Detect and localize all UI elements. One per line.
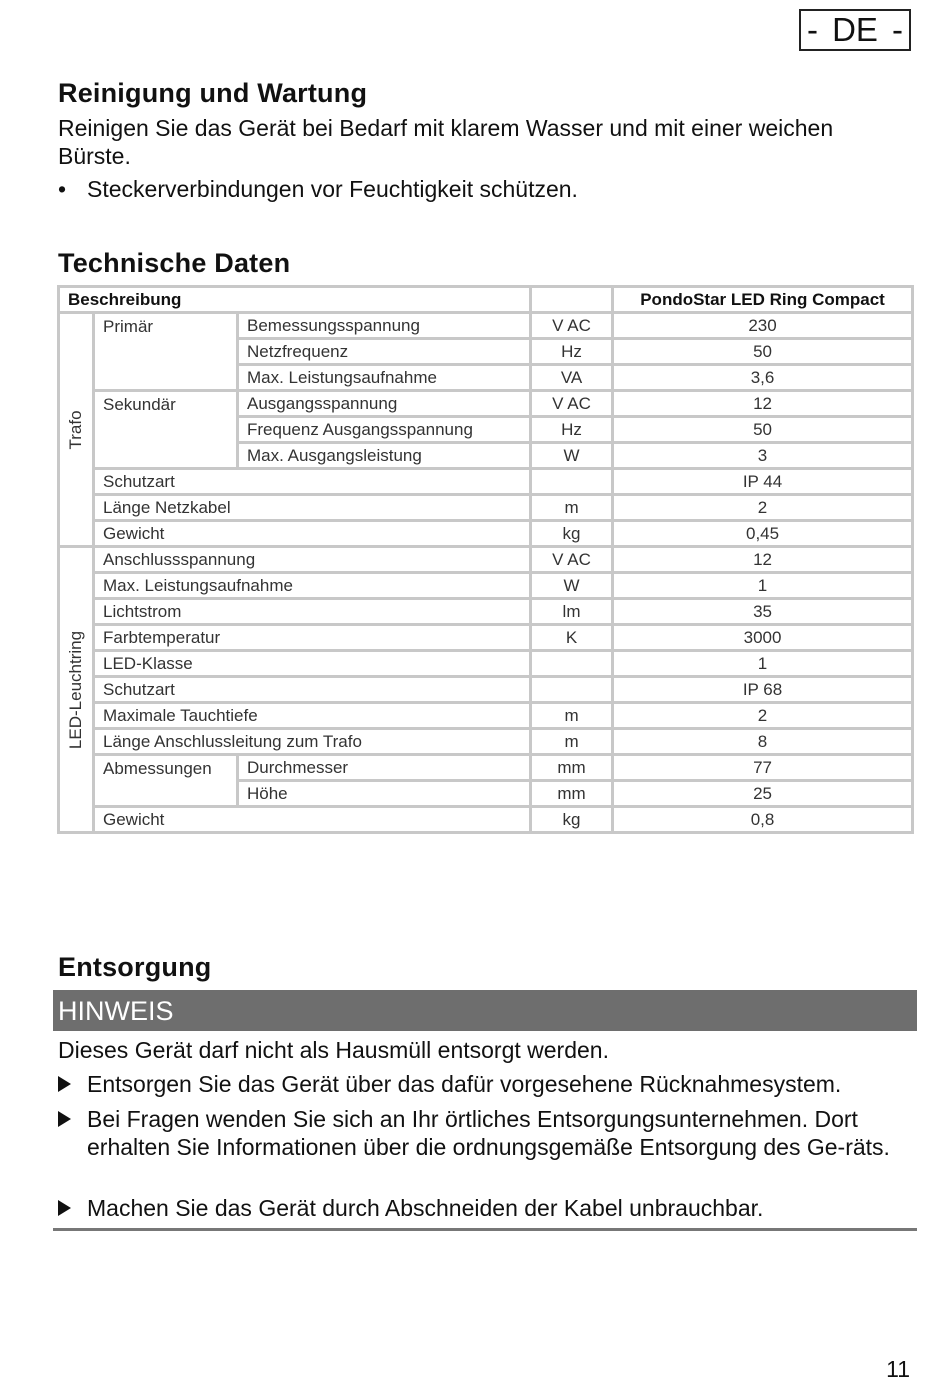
row-value: 12 (613, 547, 913, 573)
table-row (59, 755, 913, 781)
row-name: Farbtemperatur (94, 625, 531, 651)
section-divider (53, 1228, 917, 1231)
row-value: 0,45 (613, 521, 913, 547)
page-number: 11 (886, 1356, 910, 1382)
group-label-trafo (59, 313, 94, 547)
row-name: Frequenz Ausgangsspannung (238, 417, 531, 443)
row-value: 77 (613, 755, 913, 781)
row-name: Lichtstrom (94, 599, 531, 625)
table-row (59, 599, 913, 625)
row-value: 8 (613, 729, 913, 755)
disposal-step-text: Bei Fragen wenden Sie sich an Ihr örtliches Entsorgungsunternehmen. Dort erhalten Sie Informationen über die ordnungsgemäße Entsorgung des Ge-räts. (87, 1106, 890, 1160)
table-row (59, 521, 913, 547)
row-name: Schutzart (94, 677, 531, 703)
row-unit (531, 651, 613, 677)
row-value: 25 (613, 781, 913, 807)
row-unit: V AC (531, 313, 613, 339)
row-value: 0,8 (613, 807, 913, 833)
row-name: Bemessungsspannung (238, 313, 531, 339)
row-unit: m (531, 729, 613, 755)
table-row (59, 573, 913, 599)
disposal-step-text: Entsorgen Sie das Gerät über das dafür vorgesehene Rücknahmesystem. (87, 1071, 842, 1097)
disposal-text: Dieses Gerät darf nicht als Hausmüll entsorgt werden. (58, 1037, 609, 1063)
header-description: Beschreibung (59, 287, 531, 313)
tech-title: Technische Daten (58, 248, 291, 278)
row-name: LED-Klasse (94, 651, 531, 677)
table-row (59, 677, 913, 703)
row-unit: Hz (531, 417, 613, 443)
badge-dash-right: - (892, 11, 903, 48)
row-unit: V AC (531, 547, 613, 573)
table-header-row (59, 287, 913, 313)
arrow-right-icon (58, 1070, 71, 1098)
row-unit: kg (531, 521, 613, 547)
table-row (59, 651, 913, 677)
tech-data-table (57, 285, 914, 834)
badge-dash-left: - (807, 11, 818, 48)
row-name: Höhe (238, 781, 531, 807)
row-value: 230 (613, 313, 913, 339)
row-name: Gewicht (94, 521, 531, 547)
bullet-dot-icon: • (58, 176, 67, 202)
row-name: Max. Leistungsaufnahme (238, 365, 531, 391)
row-name: Ausgangsspannung (238, 391, 531, 417)
subgroup-primary: Primär (94, 313, 238, 391)
cleaning-title: Reinigung und Wartung (58, 78, 368, 108)
row-value: 12 (613, 391, 913, 417)
disposal-step-text: Machen Sie das Gerät durch Abschneiden der Kabel unbrauchbar. (87, 1195, 764, 1221)
row-unit: lm (531, 599, 613, 625)
cleaning-bullet-text: Steckerverbindungen vor Feuchtigkeit schützen. (87, 176, 578, 202)
row-value: 50 (613, 417, 913, 443)
row-name: Maximale Tauchtiefe (94, 703, 531, 729)
row-unit: V AC (531, 391, 613, 417)
row-unit: mm (531, 755, 613, 781)
row-value: 50 (613, 339, 913, 365)
row-value: 3000 (613, 625, 913, 651)
header-model: PondoStar LED Ring Compact (613, 287, 913, 313)
table-row (59, 729, 913, 755)
row-value: 2 (613, 703, 913, 729)
table-row (59, 625, 913, 651)
arrow-right-icon (58, 1105, 71, 1133)
group-label-trafo-text: Trafo (66, 409, 85, 450)
row-value: 1 (613, 573, 913, 599)
group-label-led-text: LED-Leuchtring (66, 630, 85, 749)
table-row (59, 807, 913, 833)
row-name: Gewicht (94, 807, 531, 833)
row-name: Länge Netzkabel (94, 495, 531, 521)
subgroup-dimensions: Abmessungen (94, 755, 238, 807)
row-name: Anschlussspannung (94, 547, 531, 573)
row-name: Schutzart (94, 469, 531, 495)
row-unit: Hz (531, 339, 613, 365)
row-name: Länge Anschlussleitung zum Trafo (94, 729, 531, 755)
row-unit (531, 469, 613, 495)
table-row (59, 703, 913, 729)
row-unit: K (531, 625, 613, 651)
row-value: 2 (613, 495, 913, 521)
row-unit: m (531, 495, 613, 521)
disposal-title: Entsorgung (58, 952, 212, 982)
table-row (59, 391, 913, 417)
row-name: Netzfrequenz (238, 339, 531, 365)
badge-language-code: DE (832, 11, 878, 48)
table-row (59, 313, 913, 339)
row-value: IP 44 (613, 469, 913, 495)
row-value: 3 (613, 443, 913, 469)
row-value: 35 (613, 599, 913, 625)
row-unit: VA (531, 365, 613, 391)
table-row (59, 495, 913, 521)
row-unit (531, 677, 613, 703)
row-value: IP 68 (613, 677, 913, 703)
table-row (59, 547, 913, 573)
group-label-led (59, 547, 94, 833)
row-unit: W (531, 573, 613, 599)
row-name: Max. Leistungsaufnahme (94, 573, 531, 599)
arrow-right-icon (58, 1194, 71, 1222)
row-unit: kg (531, 807, 613, 833)
row-unit: m (531, 703, 613, 729)
row-value: 1 (613, 651, 913, 677)
header-unit (531, 287, 613, 313)
row-unit: W (531, 443, 613, 469)
table-row (59, 469, 913, 495)
cleaning-text: Reinigen Sie das Gerät bei Bedarf mit klarem Wasser und mit einer weichen Bürste. (58, 115, 834, 169)
row-value: 3,6 (613, 365, 913, 391)
notice-banner: HINWEIS (53, 990, 917, 1031)
row-unit: mm (531, 781, 613, 807)
row-name: Max. Ausgangsleistung (238, 443, 531, 469)
language-badge (799, 9, 911, 51)
subgroup-secondary: Sekundär (94, 391, 238, 469)
row-name: Durchmesser (238, 755, 531, 781)
